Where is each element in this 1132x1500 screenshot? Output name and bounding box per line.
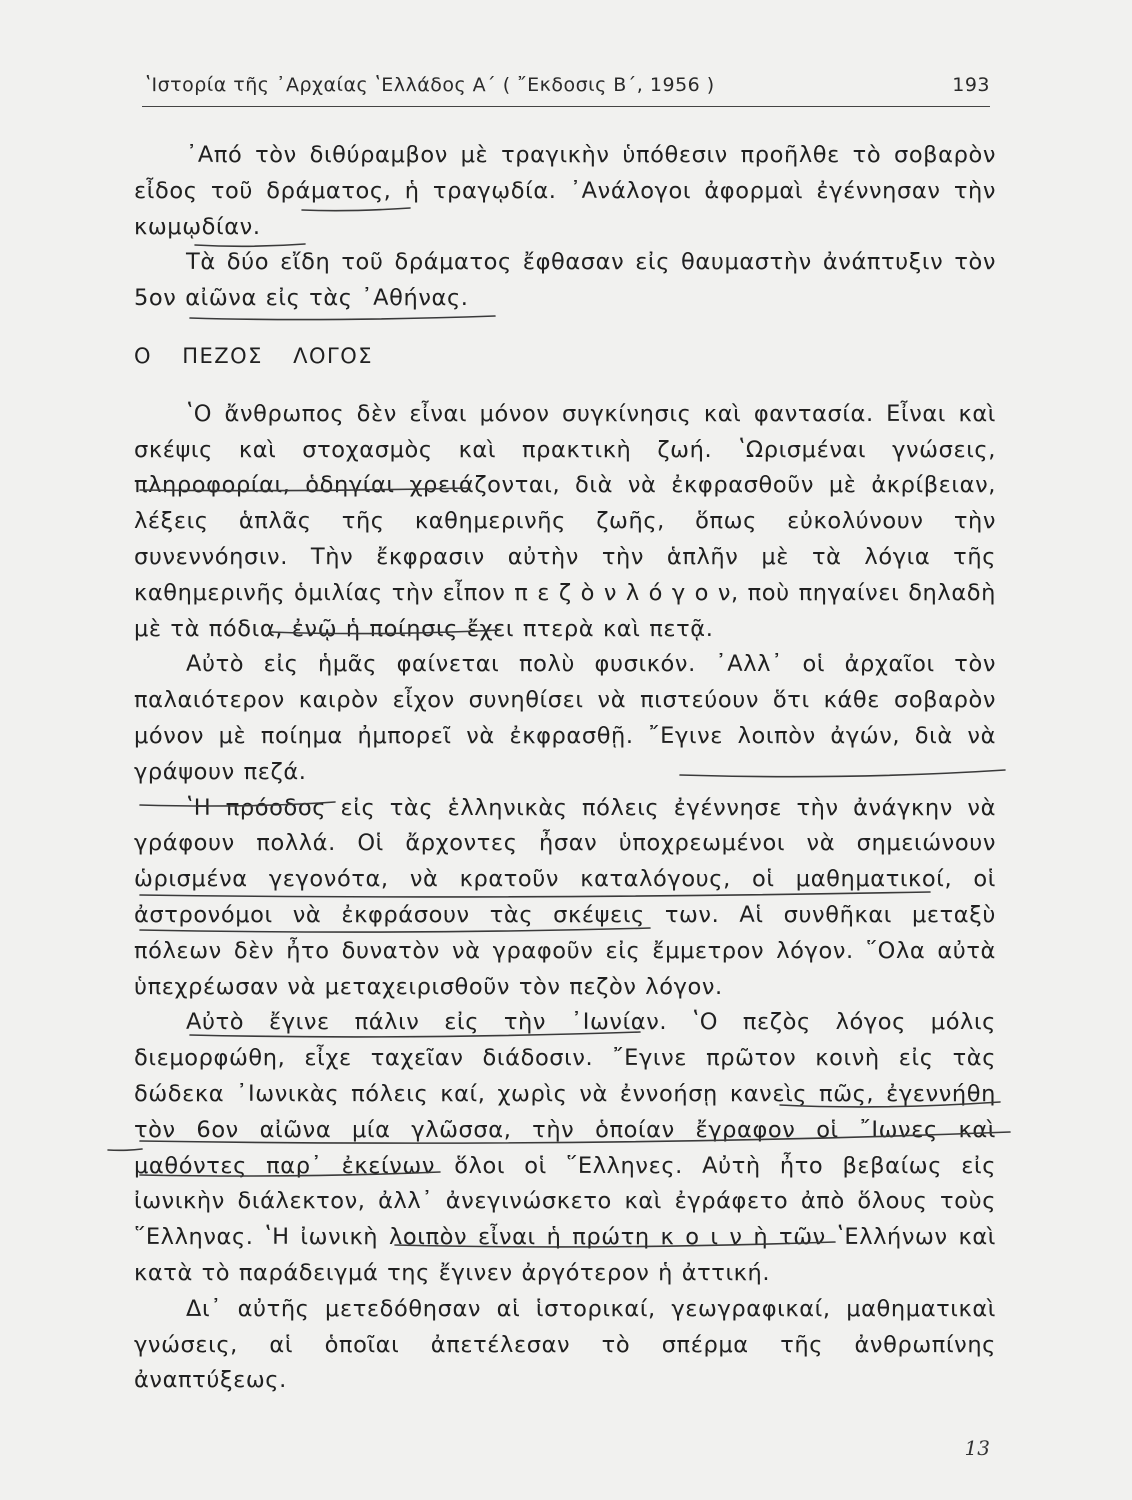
section-heading: Ο ΠΕΖΟΣ ΛΟΓΟΣ [134, 343, 374, 368]
running-header [145, 70, 990, 102]
paragraph-prose-intro: ʽΟ ἄνθρωπος δὲν εἶναι μόνον συγκίνησις καὶ φαντασία. Εἶναι καὶ σκέψις καὶ στοχασμὸς καὶ πρακτικὴ ζωή. ʽΩρισμέναι γνώσεις, πληροφορίαι, ὁδηγίαι χρειάζονται, διὰ νὰ ἐκφρασθοῦν μὲ ἀκρίβειαν, λέξεις ἁπλᾶς τῆς καθημερινῆς ζωῆς, ὅπως εὐκολύνουν τὴν συνεννόησιν. Τὴν ἔκφρασιν αὐτὴν τὴν ἁπλῆν μὲ τὰ λόγια τῆς καθημερινῆς ὁμιλίας τὴν εἶπον π ε ζ ὸ ν λ ό γ ο ν, ποὺ πηγαίνει δηλαδὴ μὲ τὰ πόδια, ἐνῷ ἡ ποίησις ἔχει πτερὰ καὶ πετᾷ. [134, 400, 996, 642]
header-title: ʽΙστορία τῆς ᾽Αρχαίας ʽΕλλάδος Α΄ ( ῎Εκδοσις Β΄, 1956 ) [145, 74, 715, 96]
paragraph-prose-progress: ʽΗ πρόοδος εἰς τὰς ἑλληνικὰς πόλεις ἐγέννησε τὴν ἀνάγκην νὰ γράφουν πολλά. Οἱ ἄρχοντες ἦσαν ὑποχρεωμένοι νὰ σημειώνουν ὡρισμένα γεγονότα, νὰ κρατοῦν καταλόγους, οἱ μαθηματικοί, οἱ ἀστρονόμοι νὰ ἐκφράσουν τὰς σκέψεις των. Αἱ συνθῆκαι μεταξὺ πόλεων δὲν ἦτο δυνατὸν νὰ γραφοῦν εἰς ἔμμετρον λόγον. ῞Ολα αὐτὰ ὑπεχρέωσαν νὰ μεταχειρισθοῦν τὸν πεζὸν λόγον. [134, 794, 996, 1000]
header-page-number: 193 [952, 74, 990, 96]
header-rule [142, 106, 990, 107]
paragraph-tragedy: ᾽Από τὸν διθύραμβον μὲ τραγικὴν ὑπόθεσιν προῆλθε τὸ σοβαρὸν εἶδος τοῦ δράματος, ἡ τραγῳδία. ᾽Ανάλογοι ἀφορμαὶ ἐγέννησαν τὴν κωμῳδίαν. [134, 142, 996, 240]
paragraph-drama: Τὰ δύο εἴδη τοῦ δράματος ἔφθασαν εἰς θαυμαστὴν ἀνάπτυξιν τὸν 5ον αἰῶνα εἰς τὰς ᾽Αθήνας. [134, 249, 996, 312]
paragraph-prose-knowledge: Δι᾽ αὐτῆς μετεδόθησαν αἱ ἱστορικαί, γεωγραφικαί, μαθηματικαὶ γνώσεις, αἱ ὁποῖαι ἀπετέλεσαν τὸ σπέρμα τῆς ἀνθρωπίνης ἀναπτύξεως. [134, 1295, 996, 1394]
paragraph-prose-struggle: Αὐτὸ εἰς ἡμᾶς φαίνεται πολὺ φυσικόν. ᾽Αλλ᾽ οἱ ἀρχαῖοι τὸν παλαιότερον καιρὸν εἶχον συνηθίσει νὰ πιστεύουν ὅτι κάθε σοβαρὸν μόνον μὲ ποίημα ἠμπορεῖ νὰ ἐκφρασθῇ. ῎Εγινε λοιπὸν ἀγών, διὰ νὰ γράψουν πεζά. [134, 651, 996, 785]
body-text [134, 138, 996, 1399]
paragraph-prose-ionia: Αὐτὸ ἔγινε πάλιν εἰς τὴν ᾽Ιωνίαν. ʽΟ πεζὸς λόγος μόλις διεμορφώθη, εἶχε ταχεῖαν διάδοσιν. ῎Εγινε πρῶτον κοινὴ εἰς τὰς δώδεκα ᾽Ιωνικὰς πόλεις καί, χωρὶς νὰ ἐννοήσῃ κανεὶς πῶς, ἐγεννήθη τὸν 6ον αἰῶνα μία γλῶσσα, τὴν ὁποίαν ἔγραφον οἱ ῎Ιωνες καὶ μαθόντες παρ᾽ ἐκείνων ὅλοι οἱ ῞Ελληνες. Αὐτὴ ἦτο βεβαίως εἰς ἰωνικὴν διάλεκτον, ἀλλ᾽ ἀνεγινώσκετο καὶ ἐγράφετο ἀπὸ ὅλους τοὺς ῞Ελληνας. ʽΗ ἰωνικὴ λοιπὸν εἶναι ἡ πρώτη κ ο ι ν ὴ τῶν ʽΕλλήνων καὶ κατὰ τὸ παράδειγμά της ἔγινεν ἀργότερον ἡ ἀττική. [134, 1009, 996, 1286]
footer-number: 13 [964, 1436, 990, 1460]
